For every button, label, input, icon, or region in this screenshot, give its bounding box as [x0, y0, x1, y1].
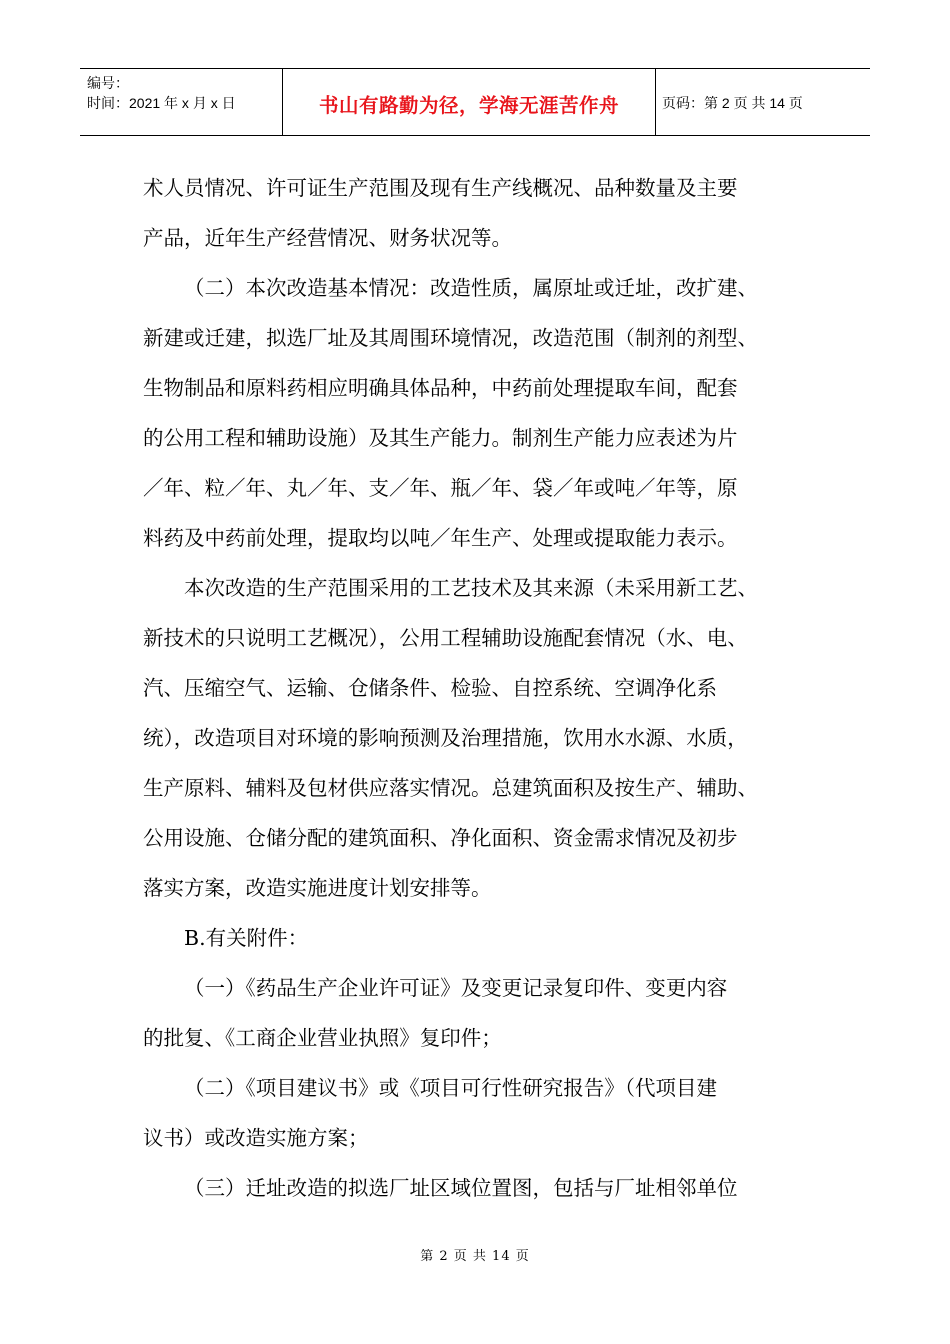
paragraph: [143, 163, 833, 263]
document-body: [143, 163, 833, 1213]
text-line: （三）迁址改造的拟选厂址区域位置图，包括与厂址相邻单位: [184, 1176, 738, 1200]
text-line: 公用设施、仓储分配的建筑面积、净化面积、资金需求情况及初步: [143, 826, 738, 850]
text-line: 统），改造项目对环境的影响预测及治理措施，饮用水水源、水质，: [143, 726, 748, 750]
footer-page-number: 第 2 页 共 14 页: [420, 1249, 530, 1264]
text-line: 新建或迁建，拟选厂址及其周围环境情况，改造范围（制剂的剂型、: [143, 326, 758, 350]
paragraph: [143, 963, 833, 1063]
header-page-info: 页码：第 2 页 共 14 页: [662, 95, 803, 111]
paragraph: [143, 263, 833, 563]
paragraph: [143, 1063, 833, 1163]
text-line: 落实方案，改造实施进度计划安排等。: [143, 876, 492, 900]
text-line: 的公用工程和辅助设施）及其生产能力。制剂生产能力应表述为片: [143, 426, 738, 450]
section-heading: [143, 913, 833, 963]
text-line: 议书）或改造实施方案；: [143, 1126, 369, 1150]
text-line: 的批复、《工商企业营业执照》复印件；: [143, 1026, 502, 1050]
page-footer: [0, 1245, 950, 1264]
text-line: 术人员情况、许可证生产范围及现有生产线概况、品种数量及主要: [143, 176, 738, 200]
text-line: 汽、压缩空气、运输、仓储条件、检验、自控系统、空调净化系: [143, 676, 717, 700]
text-line: 生物制品和原料药相应明确具体品种，中药前处理提取车间，配套: [143, 376, 738, 400]
document-number-label: 编号：: [87, 75, 129, 91]
text-line: 生产原料、辅料及包材供应落实情况。总建筑面积及按生产、辅助、: [143, 776, 758, 800]
text-line: （二）本次改造基本情况：改造性质，属原址或迁址，改扩建、: [184, 276, 758, 300]
document-time-label: 时间：2021 年 x 月 x 日: [87, 95, 236, 111]
header-meta-cell: [80, 69, 283, 135]
text-line: 本次改造的生产范围采用的工艺技术及其来源（未采用新工艺、: [184, 576, 758, 600]
header-page-cell: [656, 69, 870, 135]
text-line: 产品，近年生产经营情况、财务状况等。: [143, 226, 512, 250]
paragraph: [143, 1163, 833, 1213]
text-line: B.有关附件：: [184, 926, 309, 950]
text-line: （二）《项目建议书》或《项目可行性研究报告》（代项目建: [184, 1076, 717, 1100]
text-line: ／年、粒／年、丸／年、支／年、瓶／年、袋／年或吨／年等，原: [143, 476, 738, 500]
text-line: （一）《药品生产企业许可证》及变更记录复印件、变更内容: [184, 976, 728, 1000]
paragraph: [143, 563, 833, 913]
page-header: [80, 68, 870, 136]
text-line: 料药及中药前处理，提取均以吨／年生产、处理或提取能力表示。: [143, 526, 738, 550]
text-line: 新技术的只说明工艺概况），公用工程辅助设施配套情况（水、电、: [143, 626, 748, 650]
header-motto: 书山有路勤为径，学海无涯苦作舟: [318, 94, 619, 117]
header-motto-cell: [283, 69, 656, 135]
